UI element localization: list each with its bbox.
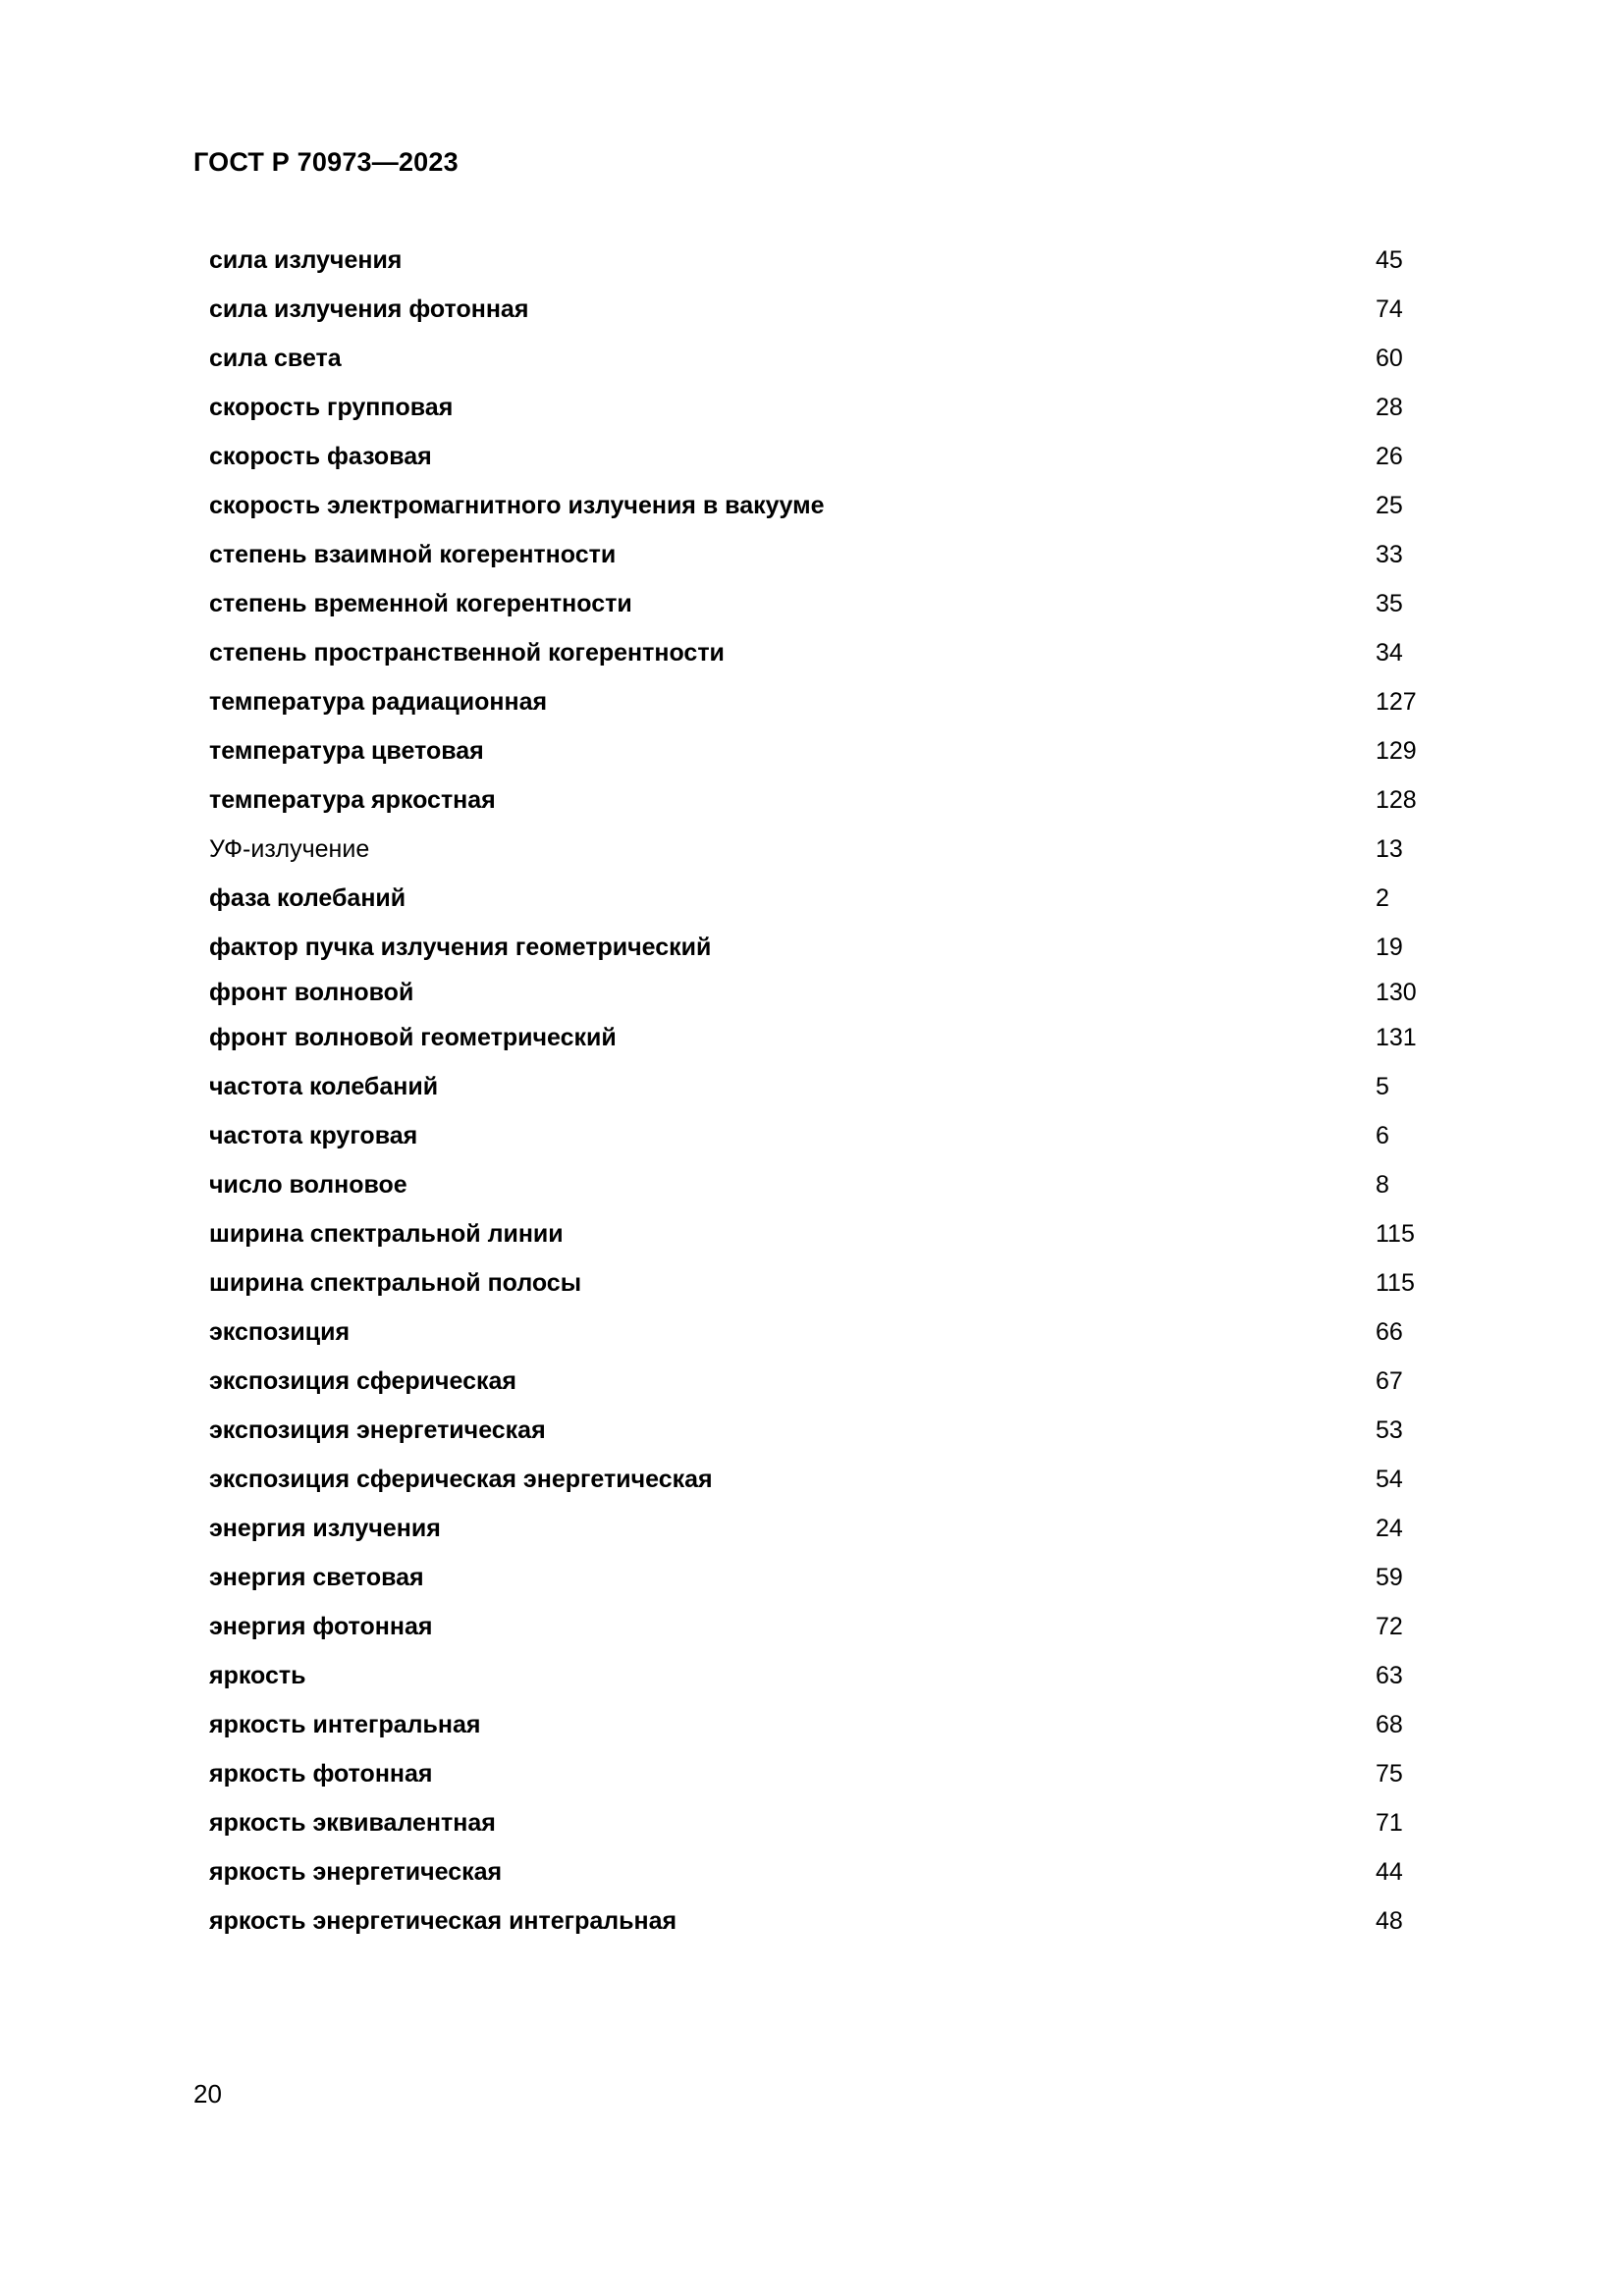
index-term-number: 53: [1376, 1416, 1403, 1444]
index-term: частота круговая: [209, 1122, 418, 1149]
index-term: фаза колебаний: [209, 884, 406, 912]
index-term: экспозиция сферическая энергетическая: [209, 1466, 713, 1493]
index-term-number: 44: [1376, 1858, 1403, 1886]
index-term-number: 19: [1376, 934, 1403, 961]
index-entry: [209, 1406, 1436, 1455]
index-entry: [209, 1798, 1436, 1847]
index-term-number: 24: [1376, 1515, 1403, 1542]
index-entry: [209, 1111, 1436, 1160]
index-term: фронт волновой геометрический: [209, 1024, 617, 1051]
index-entry: [209, 1160, 1436, 1209]
index-entry: [209, 1062, 1436, 1111]
index-entry: [209, 285, 1436, 334]
index-term: яркость энергетическая интегральная: [209, 1907, 677, 1935]
index-term-number: 33: [1376, 541, 1403, 568]
index-term-number: 63: [1376, 1662, 1403, 1689]
index-entry: [209, 481, 1436, 530]
index-term: скорость групповая: [209, 394, 454, 421]
index-entry: [209, 775, 1436, 825]
index-term: ширина спектральной полосы: [209, 1269, 582, 1297]
index-term: частота колебаний: [209, 1073, 439, 1100]
index-entry: [209, 1749, 1436, 1798]
index-entry: [209, 1357, 1436, 1406]
index-entry: [209, 628, 1436, 677]
index-term: экспозиция сферическая: [209, 1367, 516, 1395]
index-term-number: 130: [1376, 979, 1417, 1006]
index-term-number: 28: [1376, 394, 1403, 421]
index-term: яркость энергетическая: [209, 1858, 503, 1886]
index-term: число волновое: [209, 1171, 407, 1199]
index-term-number: 5: [1376, 1073, 1389, 1100]
page-number: 20: [193, 2079, 222, 2109]
index-term-number: 35: [1376, 590, 1403, 617]
index-entry: [209, 1209, 1436, 1258]
index-term-number: 26: [1376, 443, 1403, 470]
index-term-number: 34: [1376, 639, 1403, 667]
index-entry: [209, 432, 1436, 481]
index-term-number: 45: [1376, 246, 1403, 274]
index-term-number: 25: [1376, 492, 1403, 519]
index-term: энергия фотонная: [209, 1613, 433, 1640]
index-term-number: 2: [1376, 884, 1389, 912]
index-term-number: 115: [1376, 1220, 1415, 1248]
index-entry: [209, 530, 1436, 579]
index-term-number: 127: [1376, 688, 1417, 716]
index-term: энергия излучения: [209, 1515, 441, 1542]
index-term: экспозиция: [209, 1318, 351, 1346]
index-term: степень временной когерентности: [209, 590, 632, 617]
index-term: степень взаимной когерентности: [209, 541, 617, 568]
index-term-number: 72: [1376, 1613, 1403, 1640]
index-entry: [209, 1700, 1436, 1749]
index-term-number: 13: [1376, 835, 1403, 863]
index-term: степень пространственной когерентности: [209, 639, 725, 667]
index-term: яркость фотонная: [209, 1760, 433, 1788]
index-entry: [209, 334, 1436, 383]
index-entry: [209, 579, 1436, 628]
index-term-number: 6: [1376, 1122, 1389, 1149]
index-entry: [209, 874, 1436, 923]
index-term: ширина спектральной линии: [209, 1220, 564, 1248]
index-term: УФ-излучение: [209, 835, 370, 863]
index-entry: [209, 1847, 1436, 1896]
index-term: яркость интегральная: [209, 1711, 481, 1738]
index-term: температура яркостная: [209, 786, 496, 814]
index-entry: [209, 1455, 1436, 1504]
index-term: фактор пучка излучения геометрический: [209, 934, 712, 961]
index-term: температура цветовая: [209, 737, 484, 765]
index-entry: [209, 1602, 1436, 1651]
index-term: яркость эквивалентная: [209, 1809, 496, 1837]
index-entry: [209, 383, 1436, 432]
term-index-list: [209, 236, 1436, 1946]
index-entry: [209, 1553, 1436, 1602]
index-entry: [209, 968, 1436, 1013]
index-term-number: 8: [1376, 1171, 1389, 1199]
index-term: температура радиационная: [209, 688, 548, 716]
index-term-number: 75: [1376, 1760, 1403, 1788]
index-entry: [209, 1651, 1436, 1700]
index-term: сила света: [209, 345, 342, 372]
index-term-number: 59: [1376, 1564, 1403, 1591]
index-entry: [209, 923, 1436, 968]
index-term: сила излучения: [209, 246, 403, 274]
index-term-number: 71: [1376, 1809, 1403, 1837]
index-term: энергия световая: [209, 1564, 424, 1591]
index-entry: [209, 1504, 1436, 1553]
index-entry: [209, 677, 1436, 726]
index-entry: [209, 825, 1436, 874]
index-term-number: 129: [1376, 737, 1417, 765]
index-term: яркость: [209, 1662, 306, 1689]
index-term-number: 48: [1376, 1907, 1403, 1935]
index-term-number: 131: [1376, 1024, 1417, 1051]
index-term: фронт волновой: [209, 979, 414, 1006]
index-term-number: 74: [1376, 295, 1403, 323]
index-term-number: 128: [1376, 786, 1417, 814]
index-term: скорость фазовая: [209, 443, 432, 470]
index-term: скорость электромагнитного излучения в вакууме: [209, 492, 825, 519]
index-entry: [209, 1896, 1436, 1946]
index-term-number: 54: [1376, 1466, 1403, 1493]
index-term-number: 60: [1376, 345, 1403, 372]
index-term: экспозиция энергетическая: [209, 1416, 546, 1444]
index-entry: [209, 1013, 1436, 1062]
document-code-header: ГОСТ Р 70973—2023: [193, 147, 459, 177]
index-entry: [209, 1258, 1436, 1308]
index-term-number: 115: [1376, 1269, 1415, 1297]
index-term-number: 67: [1376, 1367, 1403, 1395]
index-term-number: 68: [1376, 1711, 1403, 1738]
index-entry: [209, 726, 1436, 775]
index-term: сила излучения фотонная: [209, 295, 529, 323]
index-entry: [209, 1308, 1436, 1357]
index-term-number: 66: [1376, 1318, 1403, 1346]
index-entry: [209, 236, 1436, 285]
